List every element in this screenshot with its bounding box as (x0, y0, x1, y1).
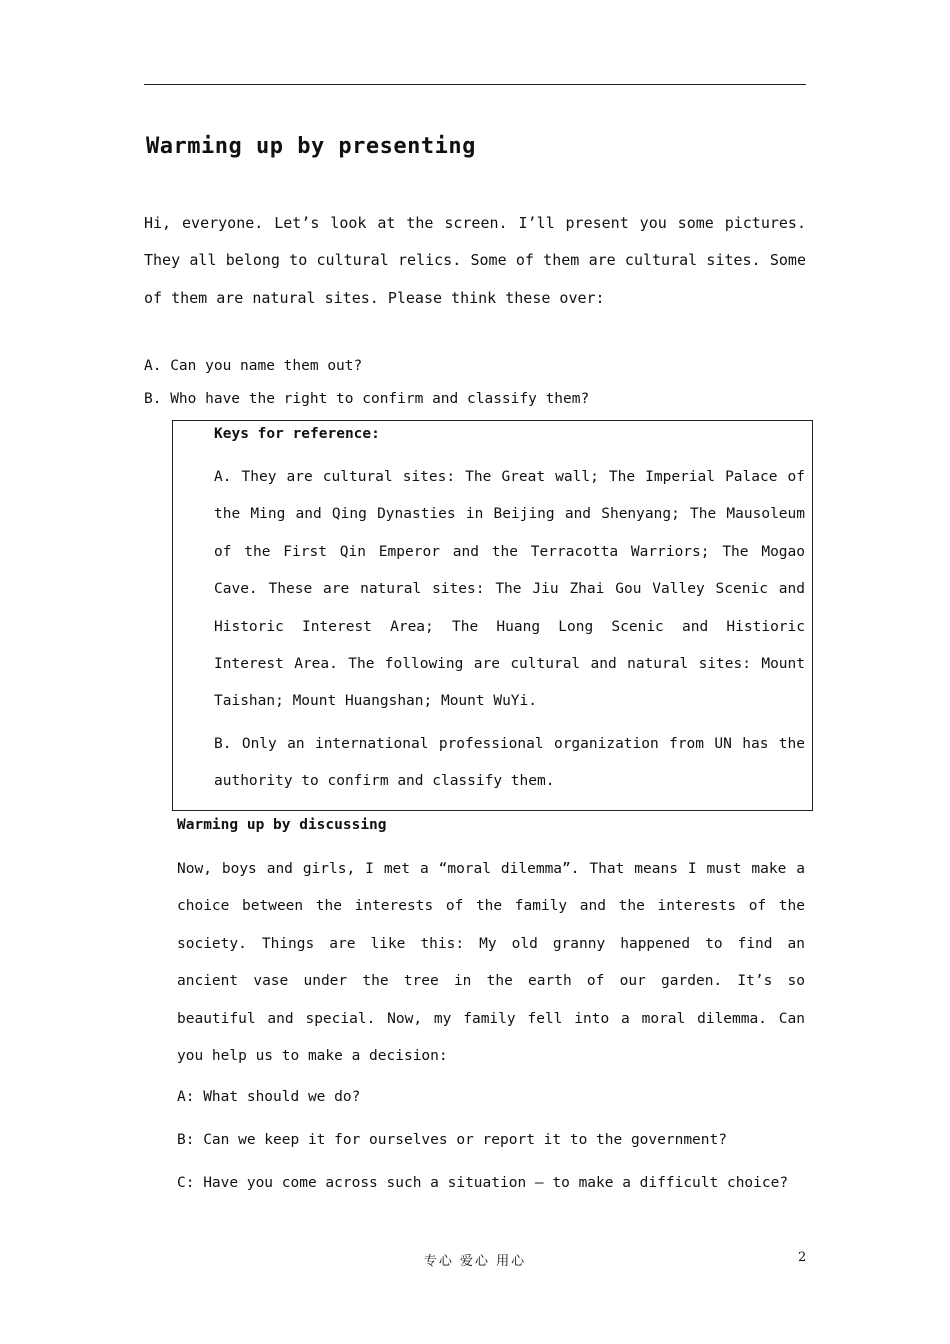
section-heading-discussing: Warming up by discussing (177, 817, 387, 833)
discussion-paragraph: Now, boys and girls, I met a “moral dilemma”. That means I must make a choice between the interests of the family and the interests of the society. Things are like this: My old granny happened to find an ancient vase under the tree in the earth of our garden. It’s so beautiful and special. Now, my family fell into a moral dilemma. Can you help us to make a decision: (177, 861, 805, 1065)
question-b: B. Who have the right to confirm and classify them? (144, 391, 590, 407)
page-number: 2 (798, 1250, 807, 1265)
header-rule (144, 84, 806, 85)
keys-answer-a: A. They are cultural sites: The Great wall; The Imperial Palace of the Ming and Qing Dynasties in Beijing and Shenyang; The Mausoleum of the First Qin Emperor and the Terracotta Warriors; The Mogao Cave. These are natural sites: The Jiu Zhai Gou Valley Scenic and Historic Interest Area; The Huang Long Scenic and Histioric Interest Area. The following are cultural and natural sites: Mount Taishan; Mount Huangshan; Mount WuYi. (214, 469, 805, 710)
section-heading-presenting: Warming up by presenting (146, 134, 476, 159)
keys-answer-b: B. Only an international professional organization from UN has the authority to confirm and classify them. (214, 736, 805, 790)
discussion-question-c: C: Have you come across such a situation — to make a difficult choice? (177, 1175, 789, 1191)
question-a: A. Can you name them out? (144, 358, 363, 374)
keys-title: Keys for reference: (214, 426, 380, 442)
footer-motto: 专心 爱心 用心 (423, 1254, 527, 1269)
discussion-question-a: A: What should we do? (177, 1089, 361, 1105)
discussion-question-b: B: Can we keep it for ourselves or report it to the government? (177, 1132, 727, 1148)
intro-paragraph: Hi, everyone. Let’s look at the screen. I’ll present you some pictures. They all belong to cultural relics. Some of them are cultural sites. Some of them are natural sites. Please think these over: (144, 214, 806, 307)
